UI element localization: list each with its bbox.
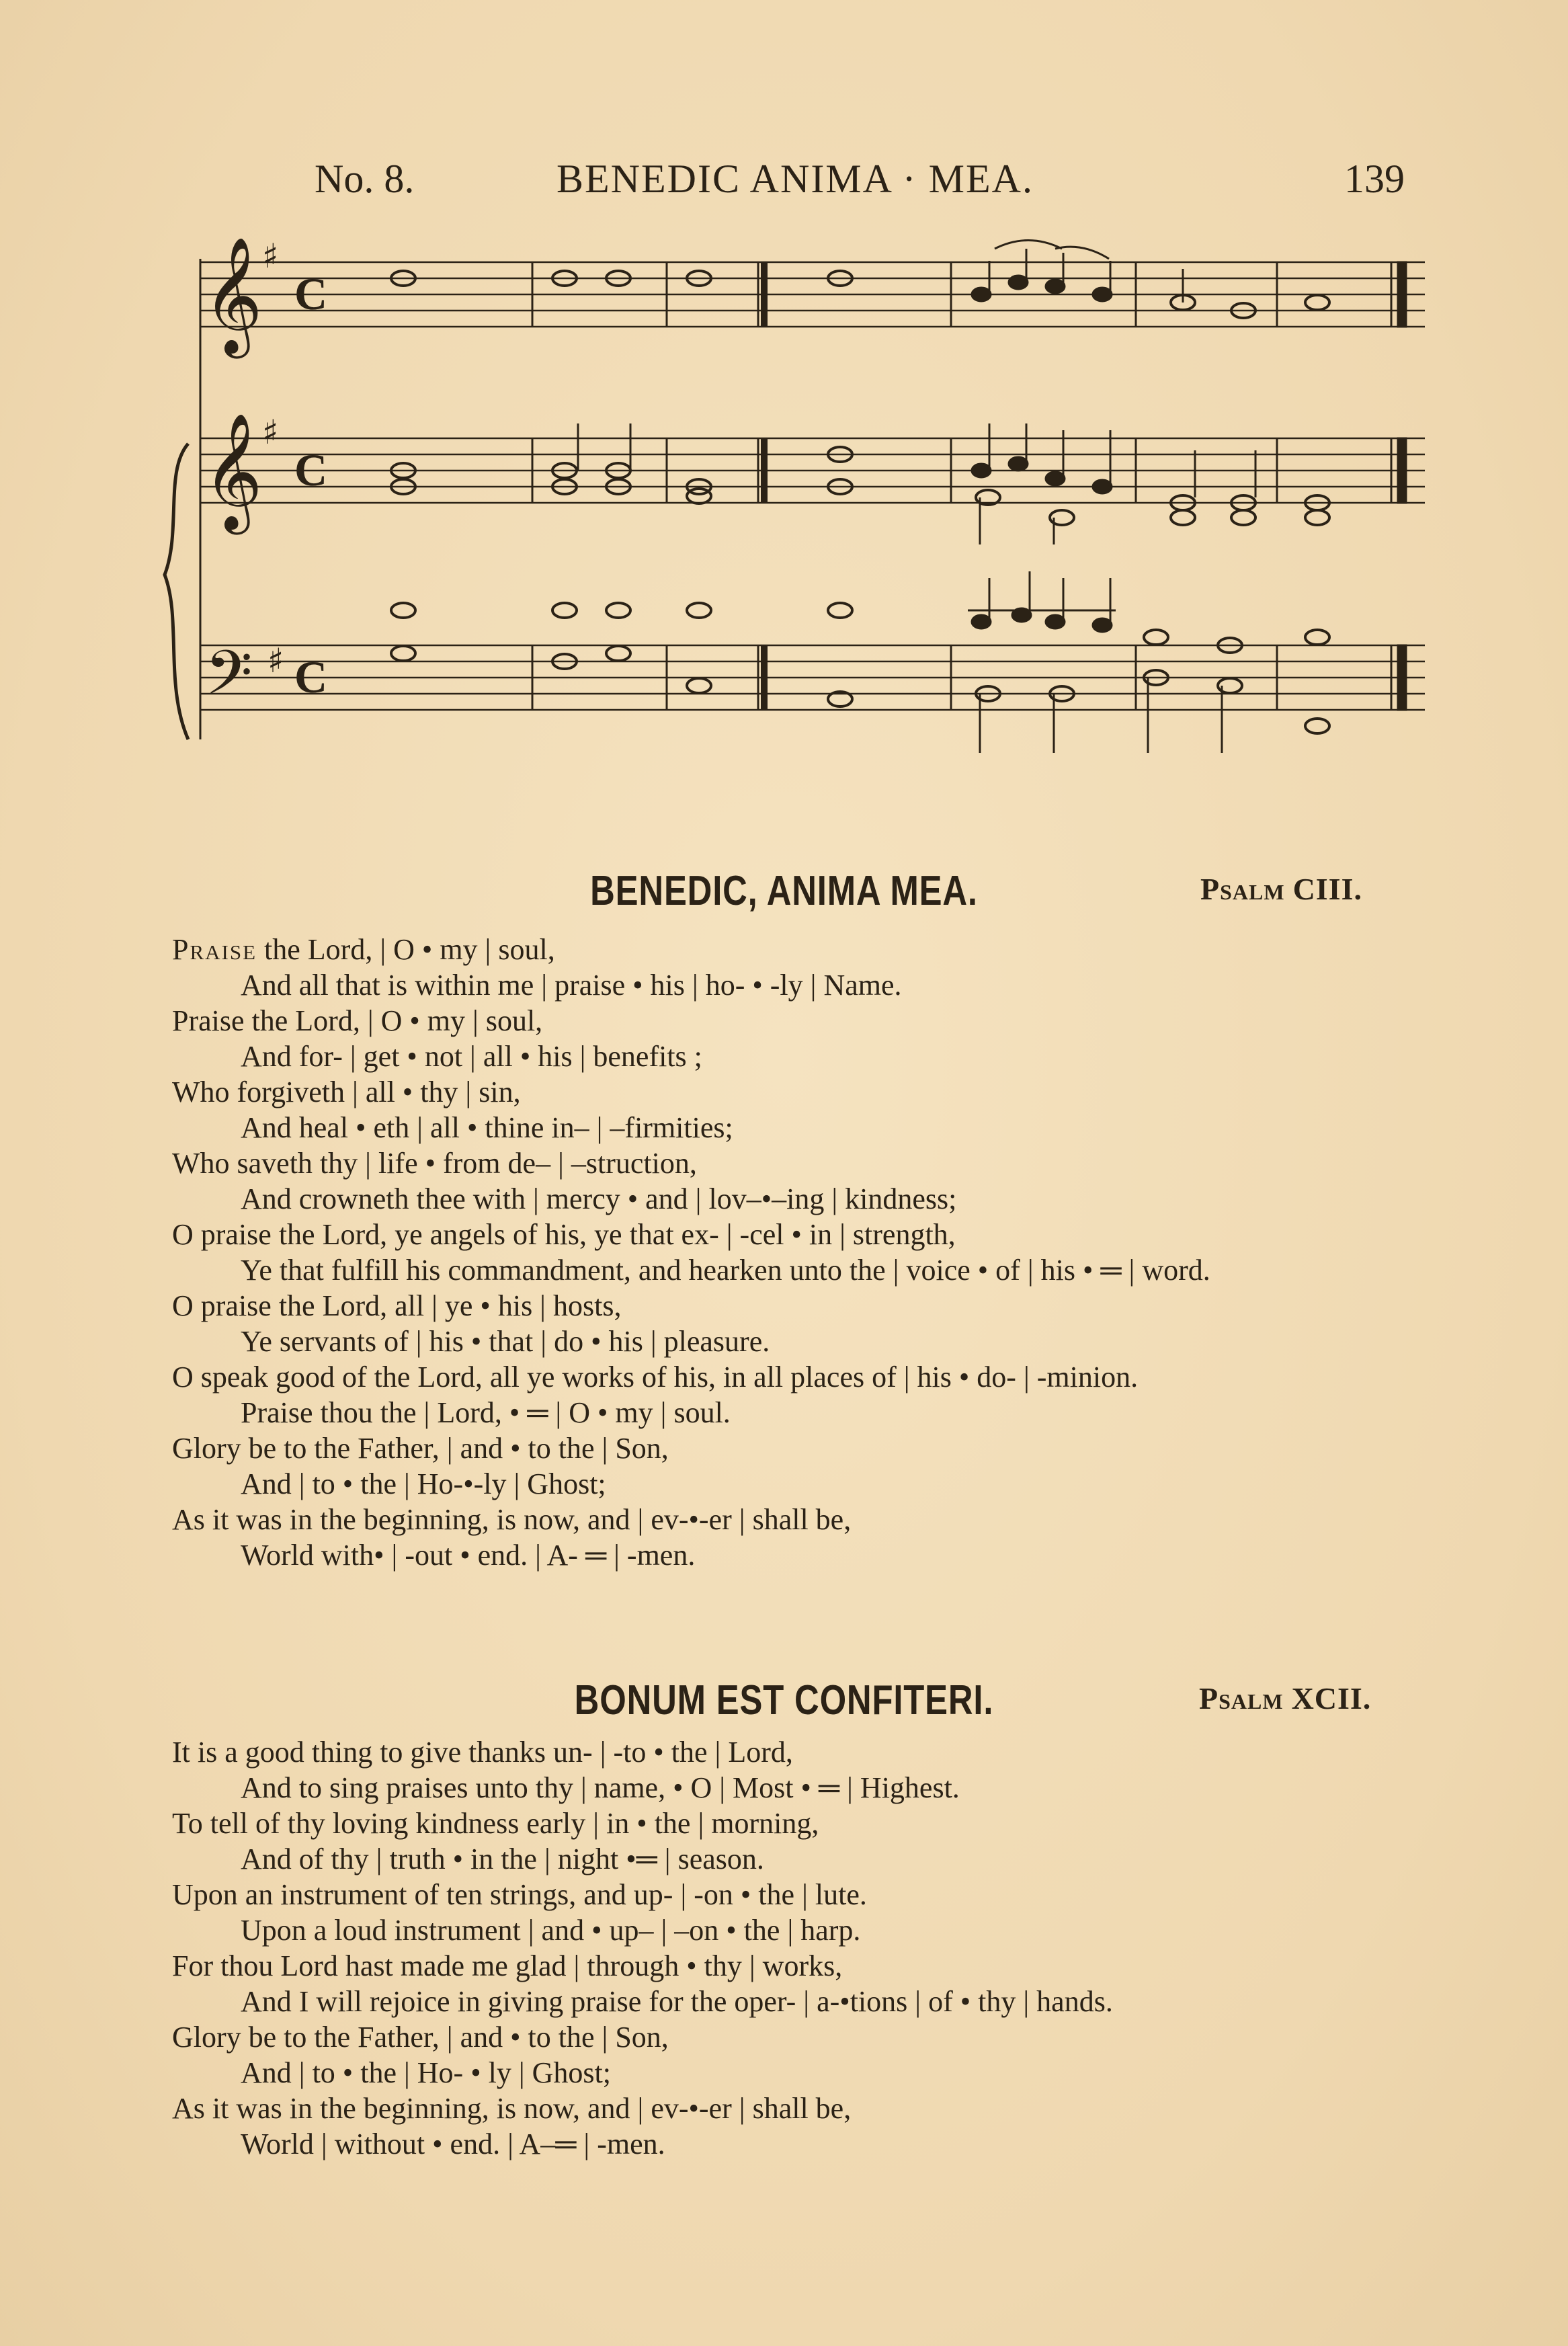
psalm-word: Psalm (1199, 1681, 1284, 1715)
chant-line (172, 1039, 1483, 1074)
chant-line (172, 1841, 1483, 1877)
staff-bass (200, 645, 1425, 710)
staff-treble-2 (200, 438, 1425, 503)
chant-line-text: It is a good thing to give thanks un- | -to • the | Lord, (172, 1736, 793, 1769)
chant-line-text: And | to • the | Ho-•-ly | Ghost; (241, 1467, 606, 1500)
chant-line-text: O praise the Lord, all | ye • his | hosts, (172, 1289, 622, 1322)
page-header (0, 156, 1568, 210)
chant-line (172, 1948, 1483, 1984)
common-time-icon: C (294, 268, 328, 319)
sharp-icon: ♯ (267, 641, 284, 680)
chant-line-text: And of thy | truth • in the | night •═ | season. (241, 1843, 764, 1875)
chant-line (172, 1806, 1483, 1841)
chant-line-text: And heal • eth | all • thine in– | –firmities; (241, 1111, 733, 1144)
section-title-benedic: BENEDIC, ANIMA MEA. (590, 868, 978, 914)
chant-line (172, 1770, 1483, 1806)
chant-line-text: For thou Lord hast made me glad | through • thy | works, (172, 1949, 843, 1982)
chant-line (172, 1537, 1483, 1573)
chant-line (172, 1359, 1483, 1395)
chant-line-text: As it was in the beginning, is now, and | ev-•-er | shall be, (172, 2092, 852, 2125)
chant-line (172, 1466, 1483, 1502)
chant-line-text: Praise thou the | Lord, • ═ | O • my | soul. (241, 1396, 731, 1429)
psalm-reference (1199, 1681, 1371, 1716)
chant-line-text: As it was in the beginning, is now, and | ev-•-er | shall be, (172, 1503, 852, 1536)
chant-number: No. 8. (315, 157, 415, 201)
chant-line-text: the Lord, | O • my | soul, (264, 933, 555, 966)
chant-line (172, 1003, 1483, 1039)
chant-text-benedic (172, 932, 1483, 1573)
chant-title: BENEDIC ANIMA · MEA. (556, 157, 1034, 201)
sharp-icon: ♯ (262, 237, 279, 276)
chant-line-text: O praise the Lord, ye angels of his, ye that ex- | -cel • in | strength, (172, 1218, 956, 1251)
psalm-number: XCII. (1291, 1681, 1372, 1715)
chant-line (172, 1734, 1483, 1770)
chant-line-text: And all that is within me | praise • his | ho- • -ly | Name. (241, 969, 902, 1002)
chant-line (172, 1984, 1483, 2019)
chant-line (172, 1877, 1483, 1912)
chant-line-text: And I will rejoice in giving praise for the oper- | a-•tions | of • thy | hands. (241, 1985, 1113, 2018)
psalm-word: Psalm (1200, 872, 1285, 906)
chant-line-text: Glory be to the Father, | and • to the | Son, (172, 1432, 669, 1465)
common-time-icon: C (294, 651, 328, 702)
chant-line (172, 2091, 1483, 2126)
chant-line (172, 1430, 1483, 1466)
treble-clef-icon: 𝄞 (203, 237, 263, 354)
chant-line-text: Who forgiveth | all • thy | sin, (172, 1076, 521, 1108)
chant-line-text: And to sing praises unto thy | name, • O | Most • ═ | Highest. (241, 1771, 960, 1804)
chant-line (172, 967, 1483, 1003)
page-number: 139 (1344, 157, 1405, 201)
chant-line-text: World | without • end. | A–═ | -men. (241, 2128, 665, 2160)
chant-line-text: Ye servants of | his • that | do • his | pleasure. (241, 1325, 770, 1358)
chant-line-text: And crowneth thee with | mercy • and | lov–•–ing | kindness; (241, 1182, 957, 1215)
chant-line-text: O speak good of the Lord, all ye works of his, in all places of | his • do- | -minion. (172, 1361, 1139, 1393)
chant-text-bonum (172, 1734, 1483, 2162)
chant-line (172, 1110, 1483, 1145)
music-score (161, 229, 1438, 766)
chant-line-text: And | to • the | Ho- • ly | Ghost; (241, 2056, 611, 2089)
chant-line-text: Ye that fulfill his commandment, and hearken unto the | voice • of | his • ═ | word. (241, 1254, 1210, 1287)
chant-line (172, 1252, 1483, 1288)
bass-clef-icon: 𝄢 (205, 637, 253, 723)
chant-line-text: Who saveth thy | life • from de– | –struction, (172, 1147, 697, 1180)
section-title-bonum: BONUM EST CONFITERI. (574, 1677, 994, 1724)
brace-icon (165, 444, 188, 739)
chant-line-text: World with• | -out • end. | A- ═ | -men. (241, 1539, 696, 1572)
chant-line-text: Glory be to the Father, | and • to the | Son, (172, 2021, 669, 2054)
chant-line (172, 2055, 1483, 2091)
chant-line (172, 1181, 1483, 1217)
chant-line (172, 1217, 1483, 1252)
chant-line (172, 1288, 1483, 1324)
chant-line-text: Upon a loud instrument | and • up– | –on • the | harp. (241, 1914, 861, 1947)
treble-clef-icon: 𝄞 (203, 413, 263, 530)
common-time-icon: C (294, 444, 328, 495)
chant-line (172, 1074, 1483, 1110)
first-word: Praise (172, 933, 257, 966)
chant-line (172, 1395, 1483, 1430)
chant-line-text: To tell of thy loving kindness early | in • the | morning, (172, 1807, 819, 1840)
psalm-reference (1200, 871, 1362, 907)
chant-line (172, 1145, 1483, 1181)
chant-line (172, 1502, 1483, 1537)
chant-line-text: And for- | get • not | all • his | benefits ; (241, 1040, 702, 1073)
chant-line-text: Upon an instrument of ten strings, and up- | -on • the | lute. (172, 1878, 867, 1911)
chant-line (172, 1912, 1483, 1948)
chant-line-text: Praise the Lord, | O • my | soul, (172, 1004, 543, 1037)
chant-line (172, 1324, 1483, 1359)
sharp-icon: ♯ (262, 413, 279, 452)
chant-line (172, 2019, 1483, 2055)
chant-line (172, 2126, 1483, 2162)
chant-line (172, 932, 1483, 967)
psalm-number: CIII. (1292, 872, 1362, 906)
